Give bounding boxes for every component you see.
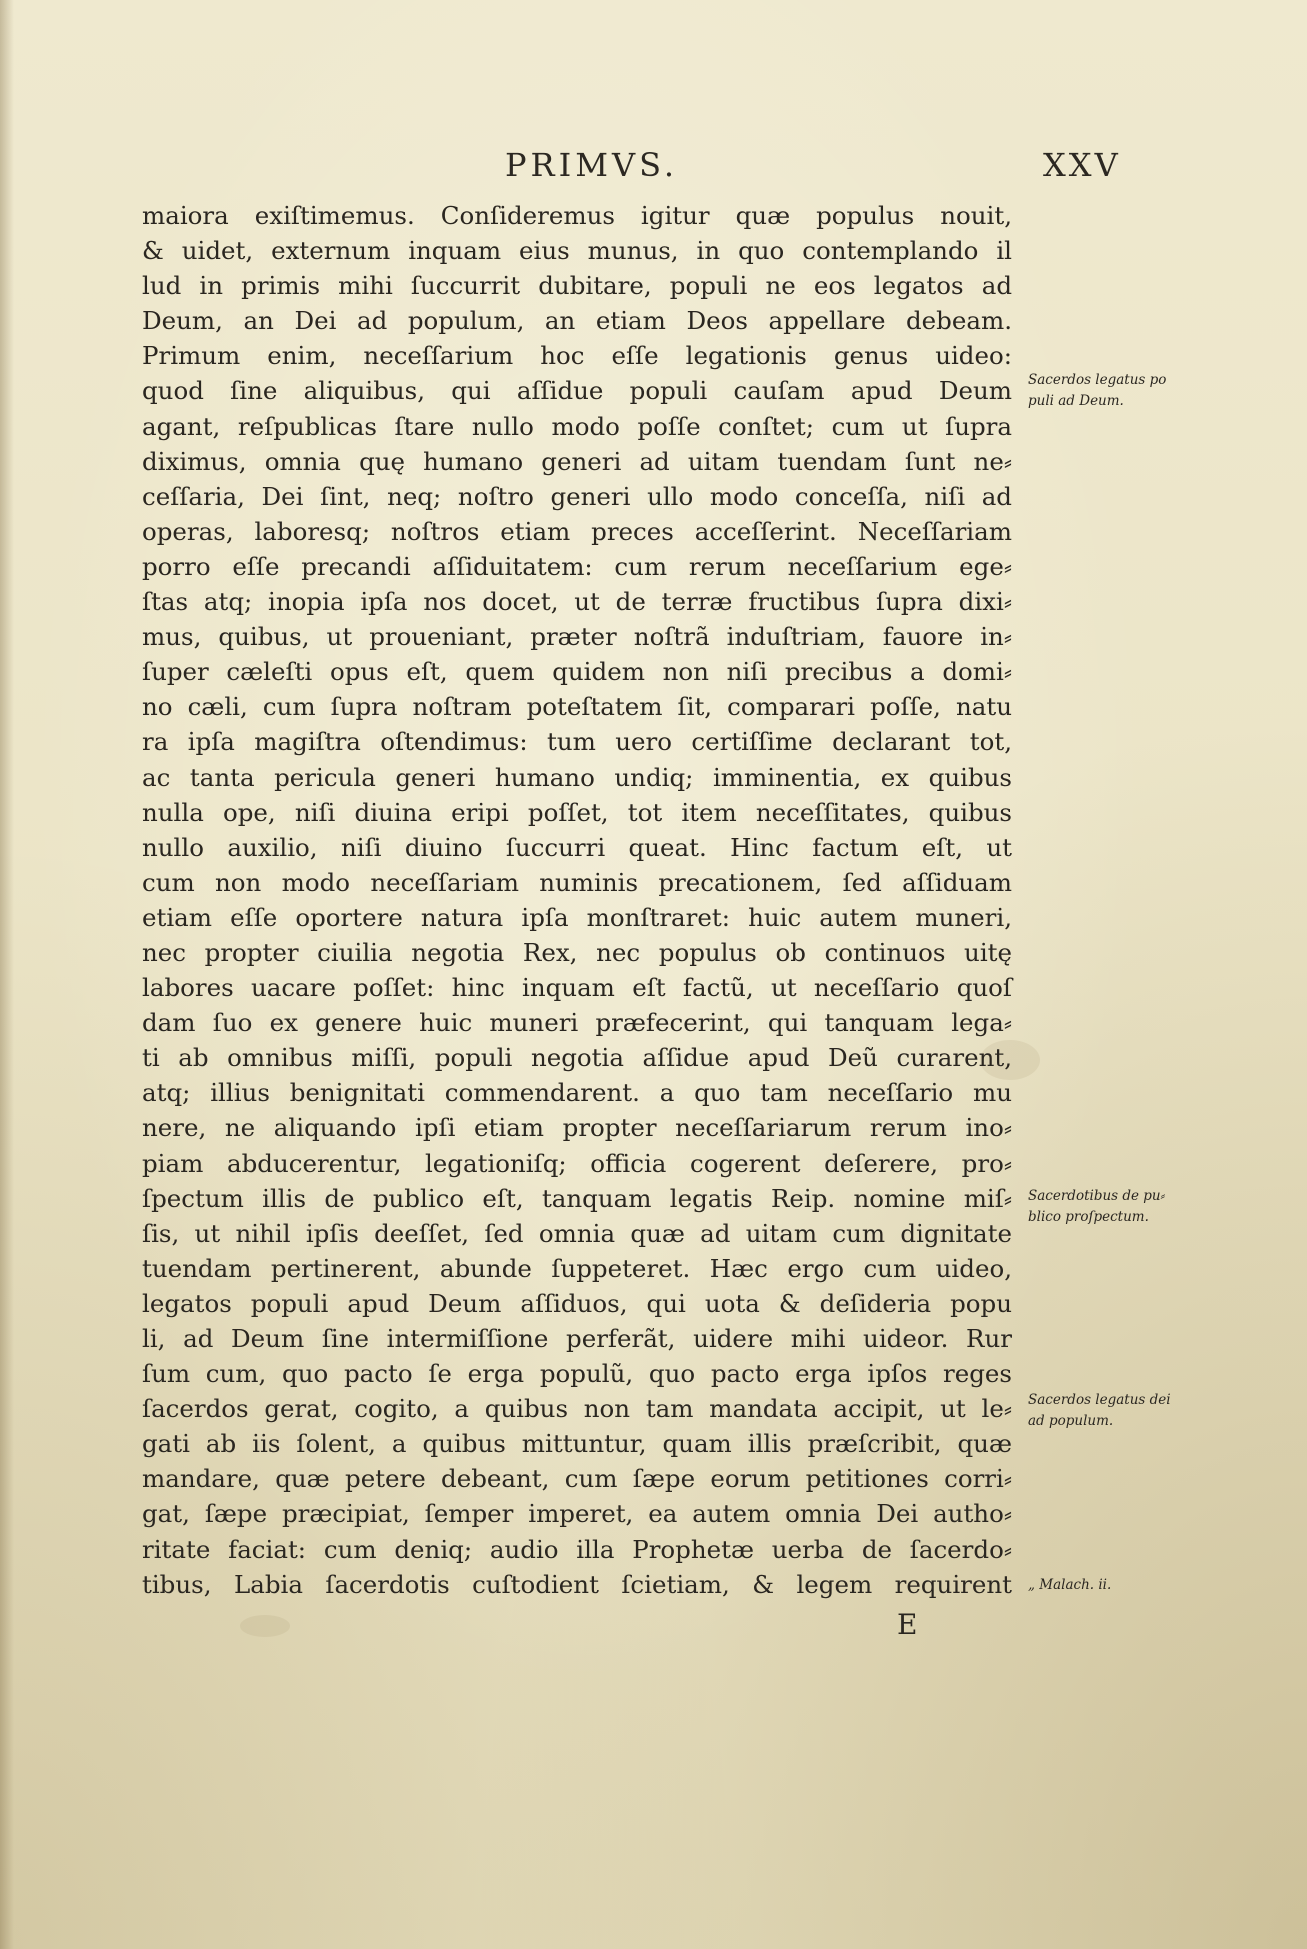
text-line: dam ſuo ex genere huic muneri præfecerint, qui tanquam lega⸗ bbox=[142, 1008, 1012, 1038]
text-line: operas, laboresq; noſtros etiam preces acceſſerint. Neceſſariam bbox=[142, 516, 1012, 546]
marginal-note-line: „ Malach. ii. bbox=[1028, 1577, 1112, 1593]
folio-number: XXV bbox=[1043, 146, 1121, 184]
marginal-note bbox=[1028, 1575, 1198, 1596]
text-line: & uidet, externum inquam eius munus, in quo contemplando il bbox=[142, 236, 1012, 266]
text-line: ſacerdos gerat, cogito, a quibus non tam mandata accipit, ut le⸗ bbox=[142, 1394, 1012, 1424]
paper-stain bbox=[240, 1615, 290, 1637]
running-head bbox=[0, 146, 1307, 190]
text-line: ac tanta pericula generi humano undiq; imminentia, ex quibus bbox=[142, 762, 1012, 792]
text-line: Deum, an Dei ad populum, an etiam Deos appellare debeam. bbox=[142, 306, 1012, 336]
marginal-note bbox=[1028, 1390, 1198, 1432]
text-line: nulla ope, niſi diuina eripi poſſet, tot item neceſſitates, quibus bbox=[142, 797, 1012, 827]
text-line: ſis, ut nihil ipſis deeſſet, ſed omnia quæ ad uitam cum dignitate bbox=[142, 1218, 1012, 1248]
text-line: ra ipſa magiſtra oſtendimus: tum uero certiſſime declarant tot, bbox=[142, 727, 1012, 757]
text-line: tibus, Labia ſacerdotis cuſtodient ſcietiam, & legem requirent bbox=[142, 1569, 1012, 1599]
text-line: legatos populi apud Deum aſſiduos, qui uota & deſideria popu bbox=[142, 1288, 1012, 1318]
text-line: porro eſſe precandi aſſiduitatem: cum rerum neceſſarium ege⸗ bbox=[142, 551, 1012, 581]
marginal-note-line: Sacerdotibus de pu⸗ bbox=[1028, 1188, 1166, 1204]
text-line: mandare, quæ petere debeant, cum ſæpe eorum petitiones corri⸗ bbox=[142, 1464, 1012, 1494]
text-line: nec propter ciuilia negotia Rex, nec populus ob continuos uitę bbox=[142, 937, 1012, 967]
marginal-note bbox=[1028, 370, 1198, 412]
text-line: quod ſine aliquibus, qui aſſidue populi cauſam apud Deum bbox=[142, 376, 1012, 406]
text-line: cum non modo neceſſariam numinis precationem, ſed aſſiduam bbox=[142, 867, 1012, 897]
text-line: lud in primis mihi ſuccurrit dubitare, populi ne eos legatos ad bbox=[142, 271, 1012, 301]
text-line: ſpectum illis de publico eſt, tanquam legatis Reip. nomine miſ⸗ bbox=[142, 1183, 1012, 1213]
marginal-note bbox=[1028, 1186, 1198, 1228]
text-line: etiam eſſe oportere natura ipſa monſtraret: huic autem muneri, bbox=[142, 902, 1012, 932]
page-gutter-shadow bbox=[0, 0, 14, 1949]
text-line: ſtas atq; inopia ipſa nos docet, ut de terræ fructibus ſupra dixi⸗ bbox=[142, 587, 1012, 617]
text-line: ti ab omnibus miſſi, populi negotia aſſidue apud Deũ curarent, bbox=[142, 1043, 1012, 1073]
text-line: ceſſaria, Dei ſint, neq; noſtro generi ullo modo conceſſa, niſi ad bbox=[142, 481, 1012, 511]
text-line: mus, quibus, ut proueniant, præter noſtrã induſtriam, fauore in⸗ bbox=[142, 622, 1012, 652]
text-line: li, ad Deum ſine intermiſſione perferãt, uidere mihi uideor. Rur bbox=[142, 1324, 1012, 1353]
text-line: Primum enim, neceſſarium hoc eſſe legationis genus uideo: bbox=[142, 341, 1012, 371]
text-line: ſum cum, quo pacto ſe erga populũ, quo pacto erga ipſos reges bbox=[142, 1359, 1012, 1389]
text-line: nullo auxilio, niſi diuino ſuccurri queat. Hinc factum eſt, ut bbox=[142, 832, 1012, 862]
text-line: agant, reſpublicas ſtare nullo modo poſſe conſtet; cum ut ſupra bbox=[142, 411, 1012, 441]
text-line: diximus, omnia quę humano generi ad uitam tuendam ſunt ne⸗ bbox=[142, 446, 1012, 476]
signature-mark: E bbox=[897, 1608, 918, 1641]
marginal-note-line: blico proſpectum. bbox=[1028, 1209, 1149, 1225]
body-text bbox=[142, 198, 1012, 1602]
marginal-note-line: ad populum. bbox=[1028, 1413, 1114, 1429]
marginal-note-line: puli ad Deum. bbox=[1028, 393, 1124, 409]
text-line: gat, ſæpe præcipiat, ſemper imperet, ea autem omnia Dei autho⸗ bbox=[142, 1499, 1012, 1529]
text-line: tuendam pertinerent, abunde ſuppeteret. Hæc ergo cum uideo, bbox=[142, 1253, 1012, 1283]
text-line: piam abducerentur, legationiſq; officia cogerent deſerere, pro⸗ bbox=[142, 1148, 1012, 1178]
text-line: ritate faciat: cum deniq; audio illa Prophetæ uerba de ſacerdo⸗ bbox=[142, 1534, 1012, 1564]
text-line: atq; illius benignitati commendarent. a quo tam neceſſario mu bbox=[142, 1078, 1012, 1108]
text-line: nere, ne aliquando ipſi etiam propter neceſſariarum rerum ino⸗ bbox=[142, 1113, 1012, 1143]
text-line: labores uacare poſſet: hinc inquam eſt factũ, ut neceſſario quoſ bbox=[142, 973, 1012, 1003]
text-line: maiora exiſtimemus. Conſideremus igitur quæ populus nouit, bbox=[142, 201, 1012, 230]
text-line: gati ab iis ſolent, a quibus mittuntur, quam illis præſcribit, quæ bbox=[142, 1429, 1012, 1459]
running-head-title: PRIMVS. bbox=[505, 146, 679, 184]
text-line: ſuper cæleſti opus eſt, quem quidem non niſi precibus a domi⸗ bbox=[142, 657, 1012, 687]
text-line: no cæli, cum ſupra noſtram poteſtatem ſit, comparari poſſe, natu bbox=[142, 692, 1012, 722]
marginal-note-line: Sacerdos legatus dei bbox=[1028, 1392, 1171, 1408]
marginal-note-line: Sacerdos legatus po bbox=[1028, 372, 1167, 388]
